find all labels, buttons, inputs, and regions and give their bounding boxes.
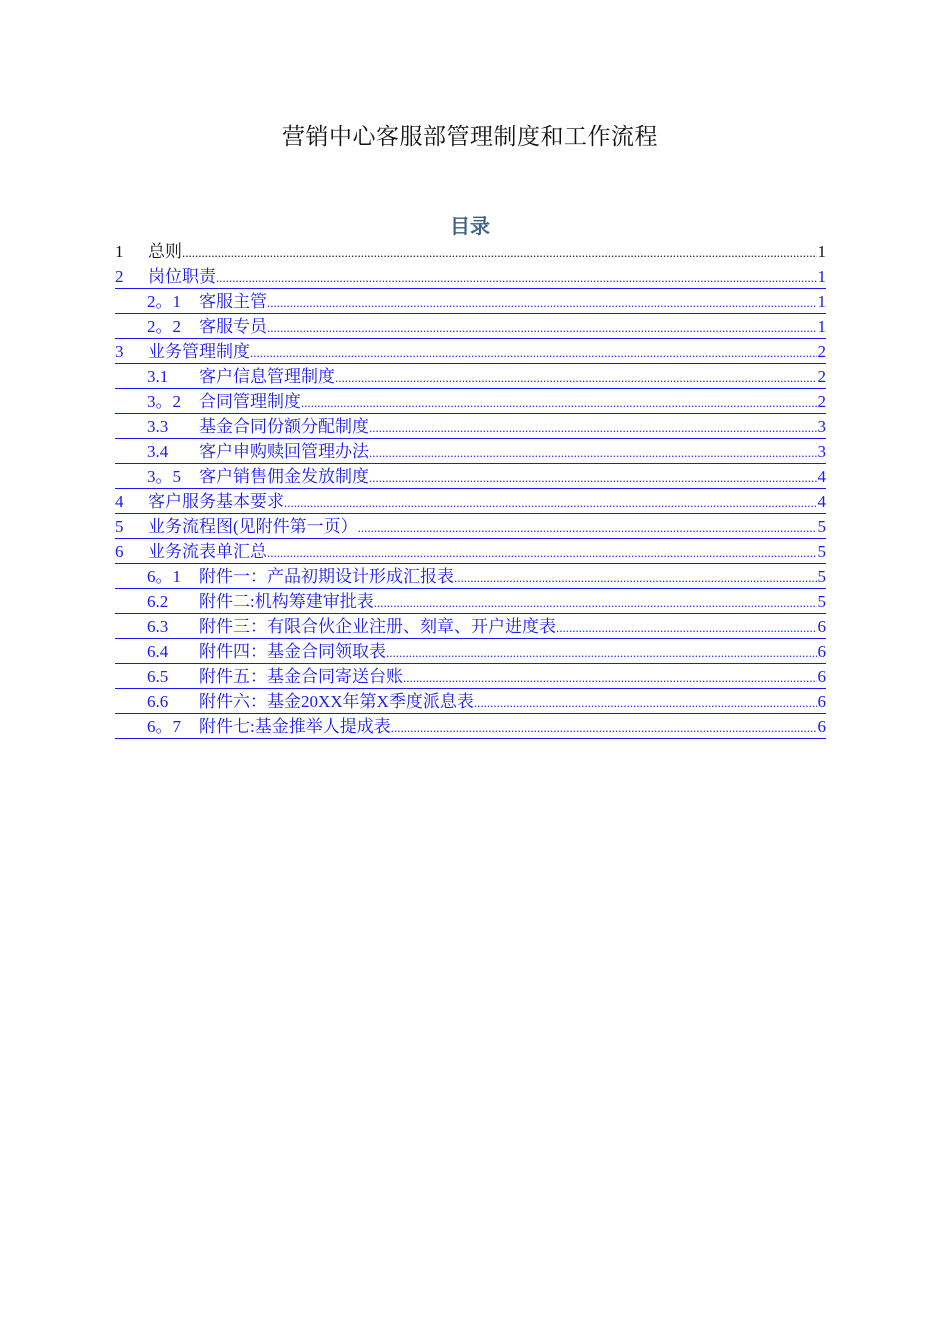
toc-entry-number: 3。2 — [147, 392, 181, 411]
toc-entry[interactable] — [115, 714, 826, 739]
toc-dot-leader — [369, 440, 817, 465]
toc-entry[interactable] — [115, 614, 826, 639]
toc-dot-leader — [182, 240, 817, 265]
toc-dot-leader — [267, 540, 817, 565]
toc-entry-page: 4 — [817, 492, 826, 511]
toc-entry-page: 3 — [817, 417, 826, 436]
toc-entry[interactable] — [115, 639, 826, 664]
toc-entry[interactable] — [115, 289, 826, 314]
toc-dot-leader — [391, 715, 817, 740]
toc-entry-text: 业务流表单汇总 — [148, 542, 267, 561]
toc-entry-page: 1 — [817, 317, 826, 336]
toc-dot-leader — [250, 340, 817, 365]
toc-entry-text: 客户服务基本要求 — [148, 492, 284, 511]
toc-entry[interactable] — [115, 564, 826, 589]
toc-entry-text: 附件六：基金20XX年第X季度派息表 — [199, 692, 474, 711]
toc-entry-number: 2 — [115, 267, 124, 286]
toc-dot-leader — [267, 315, 817, 340]
toc-dot-leader — [454, 565, 817, 590]
toc-entry-page: 6 — [817, 617, 826, 636]
toc-dot-leader — [301, 390, 817, 415]
toc-entry-number: 6.6 — [147, 692, 169, 711]
toc-entry-number: 2。2 — [147, 317, 181, 336]
toc-entry-number: 5 — [115, 517, 124, 536]
toc-entry-number: 3 — [115, 342, 124, 361]
toc-dot-leader — [284, 490, 817, 515]
toc-entry[interactable] — [115, 589, 826, 614]
toc-entry-text: 附件三：有限合伙企业注册、刻章、开户进度表 — [199, 617, 556, 636]
toc-entry-text: 客户信息管理制度 — [199, 367, 335, 386]
toc-entry-page: 3 — [817, 442, 826, 461]
toc-entry[interactable] — [115, 689, 826, 714]
toc-entry[interactable] — [115, 464, 826, 489]
toc-entry-text: 业务管理制度 — [148, 342, 250, 361]
toc-entry-page: 6 — [817, 667, 826, 686]
toc-entry-page: 2 — [817, 342, 826, 361]
toc-entry-page: 5 — [817, 592, 826, 611]
toc-entry-text: 附件一：产品初期设计形成汇报表 — [199, 567, 454, 586]
toc-entry-page: 6 — [817, 692, 826, 711]
toc-entry-page: 1 — [817, 267, 826, 286]
toc-entry-text: 合同管理制度 — [199, 392, 301, 411]
toc-dot-leader — [358, 515, 817, 540]
toc-dot-leader — [556, 615, 817, 640]
document-title: 营销中心客服部管理制度和工作流程 — [282, 124, 658, 150]
toc-dot-leader — [335, 365, 817, 390]
toc-entry[interactable] — [115, 364, 826, 389]
toc-entry[interactable] — [115, 414, 826, 439]
toc-entry-page: 1 — [817, 292, 826, 311]
toc-entry-page: 2 — [817, 392, 826, 411]
toc-dot-leader — [369, 465, 817, 490]
toc-entry-number: 4 — [115, 492, 124, 511]
toc-entry-text: 业务流程图(见附件第一页） — [148, 517, 358, 536]
toc-entry-text: 基金合同份额分配制度 — [199, 417, 369, 436]
toc-entry[interactable] — [115, 514, 826, 539]
toc-entry-number: 2。1 — [147, 292, 181, 311]
toc-entry-number: 3.4 — [147, 442, 169, 461]
toc-dot-leader — [216, 265, 817, 290]
toc-entry-page: 5 — [817, 542, 826, 561]
toc-entry-text: 客户申购赎回管理办法 — [199, 442, 369, 461]
toc-entry-text: 客服专员 — [199, 317, 267, 336]
toc-entry-text: 客服主管 — [199, 292, 267, 311]
toc-entry-number: 6.3 — [147, 617, 169, 636]
toc-entry-page: 5 — [817, 567, 826, 586]
toc-entry-text: 客户销售佣金发放制度 — [199, 467, 369, 486]
toc-entry-text: 附件二:机构筹建审批表 — [199, 592, 374, 611]
toc-entry-number: 6.4 — [147, 642, 169, 661]
toc-entry-text: 附件四：基金合同领取表 — [199, 642, 386, 661]
toc-entry[interactable] — [115, 664, 826, 689]
toc-dot-leader — [369, 415, 817, 440]
toc-dot-leader — [267, 290, 817, 315]
toc-entry-number: 3.3 — [147, 417, 169, 436]
toc-entry[interactable] — [115, 489, 826, 514]
toc-entry-number: 3.1 — [147, 367, 169, 386]
toc-entry-page: 5 — [817, 517, 826, 536]
toc-dot-leader — [403, 665, 817, 690]
toc-entry-text: 总则 — [148, 242, 182, 261]
toc-entry-page: 2 — [817, 367, 826, 386]
toc-entry[interactable] — [115, 339, 826, 364]
toc-entry-number: 6 — [115, 542, 124, 561]
toc-entry-number: 1 — [115, 242, 124, 261]
toc-entry-number: 3。5 — [147, 467, 181, 486]
toc-entry[interactable] — [115, 539, 826, 564]
toc-entry-text: 岗位职责 — [148, 267, 216, 286]
toc-entry-page: 6 — [817, 642, 826, 661]
toc-dot-leader — [474, 690, 817, 715]
toc-entry-number: 6。1 — [147, 567, 181, 586]
toc-heading: 目录 — [450, 214, 490, 238]
toc-entry-text: 附件五：基金合同寄送台账 — [199, 667, 403, 686]
toc-entry[interactable] — [115, 389, 826, 414]
toc-entry-number: 6。7 — [147, 717, 181, 736]
toc-entry-number: 6.5 — [147, 667, 169, 686]
toc-entry[interactable] — [115, 314, 826, 339]
toc-entry-number: 6.2 — [147, 592, 169, 611]
toc-dot-leader — [386, 640, 817, 665]
toc-entry-text: 附件七:基金推举人提成表 — [199, 717, 391, 736]
toc-entry-page: 1 — [817, 242, 826, 261]
toc-entry-page: 4 — [817, 467, 826, 486]
table-of-contents — [115, 239, 826, 739]
toc-entry-page: 6 — [817, 717, 826, 736]
toc-entry[interactable] — [115, 264, 826, 289]
toc-dot-leader — [374, 590, 817, 615]
toc-entry[interactable] — [115, 439, 826, 464]
toc-entry — [115, 239, 826, 264]
